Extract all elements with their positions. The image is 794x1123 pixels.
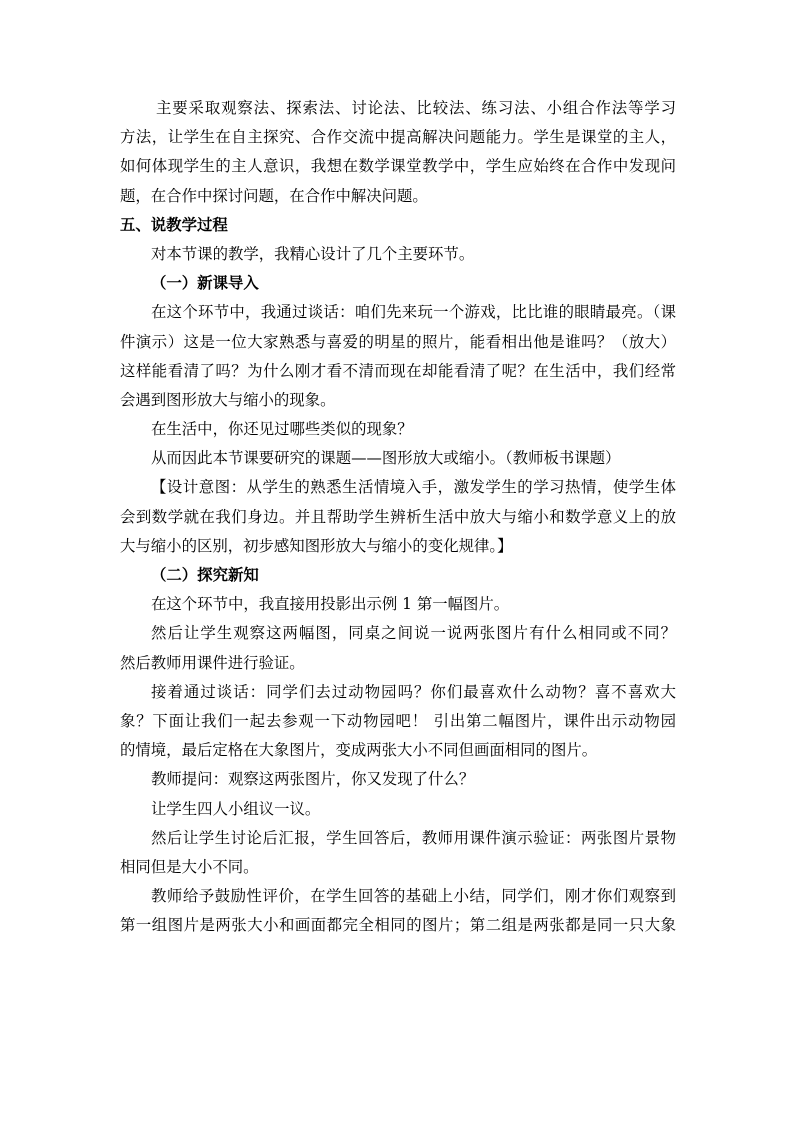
text-line: 第一组图片是两张大小和画面都完全相同的图片；第二组是两张都是同一只大象 xyxy=(120,916,676,935)
text-line: 在这个环节中，我通过谈话：咱们先来玩一个游戏，比比谁的眼睛最亮。（课 xyxy=(151,303,676,322)
text-line: 让学生四人小组议一议。 xyxy=(151,799,321,818)
section-heading: （一）新课导入 xyxy=(151,274,259,293)
text-line: 件演示）这是一位大家熟悉与喜爱的明星的照片，能看相出他是谁吗？（放大） xyxy=(120,332,676,351)
text-line: 大与缩小的区别，初步感知图形放大与缩小的变化规律。】 xyxy=(120,536,513,555)
text-line: 在这个环节中，我直接用投影出示例 1 第一幅图片。 xyxy=(151,595,510,614)
text-line: 在生活中，你还见过哪些类似的现象？ xyxy=(151,420,413,439)
text-line: 然后让学生讨论后汇报，学生回答后，教师用课件演示验证：两张图片景物 xyxy=(151,828,676,847)
text-line: 教师给予鼓励性评价，在学生回答的基础上小结，同学们，刚才你们观察到 xyxy=(151,887,676,906)
text-line: 象？下面让我们一起去参观一下动物园吧！ 引出第二幅图片，课件出示动物园 xyxy=(120,711,676,730)
text-line: 相同但是大小不同。 xyxy=(120,857,259,876)
text-line: 教师提问：观察这两张图片，你又发现了什么？ xyxy=(151,770,475,789)
text-line: 题，在合作中探讨问题，在合作中解决问题。 xyxy=(120,186,428,205)
text-line: 然后教师用课件进行验证。 xyxy=(120,653,305,672)
section-heading: 五、说教学过程 xyxy=(120,215,228,234)
text-line: 主要采取观察法、探索法、讨论法、比较法、练习法、小组合作法等学习 xyxy=(156,99,676,117)
document-body xyxy=(120,94,676,940)
text-line: 会到数学就在我们身边。并且帮助学生辨析生活中放大与缩小和数学意义上的放 xyxy=(120,507,676,526)
text-line: 如何体现学生的主人意识，我想在数学课堂教学中，学生应始终在合作中发现问 xyxy=(120,157,676,176)
text-line: 的情境，最后定格在大象图片，变成两张大小不同但画面相同的图片。 xyxy=(120,741,598,760)
text-line: 从而因此本节课要研究的课题——图形放大或缩小。（教师板书课题） xyxy=(151,449,621,468)
text-line: 接着通过谈话：同学们去过动物园吗？你们最喜欢什么动物？喜不喜欢大 xyxy=(151,682,676,701)
text-line: 【设计意图：从学生的熟悉生活情境入手，激发学生的学习热情，使学生体 xyxy=(151,478,676,497)
text-line: 对本节课的教学，我精心设计了几个主要环节。 xyxy=(151,244,475,263)
text-line: 然后让学生观察这两幅图，同桌之间说一说两张图片有什么相同或不同？ xyxy=(151,624,676,643)
text-line: 会遇到图形放大与缩小的现象。 xyxy=(120,390,336,409)
text-line: 这样能看清了吗？为什么刚才看不清而现在却能看清了呢？在生活中，我们经常 xyxy=(120,361,676,380)
text-line: 方法，让学生在自主探究、合作交流中提高解决问题能力。学生是课堂的主人， xyxy=(120,128,676,147)
section-heading: （二）探究新知 xyxy=(151,566,259,584)
